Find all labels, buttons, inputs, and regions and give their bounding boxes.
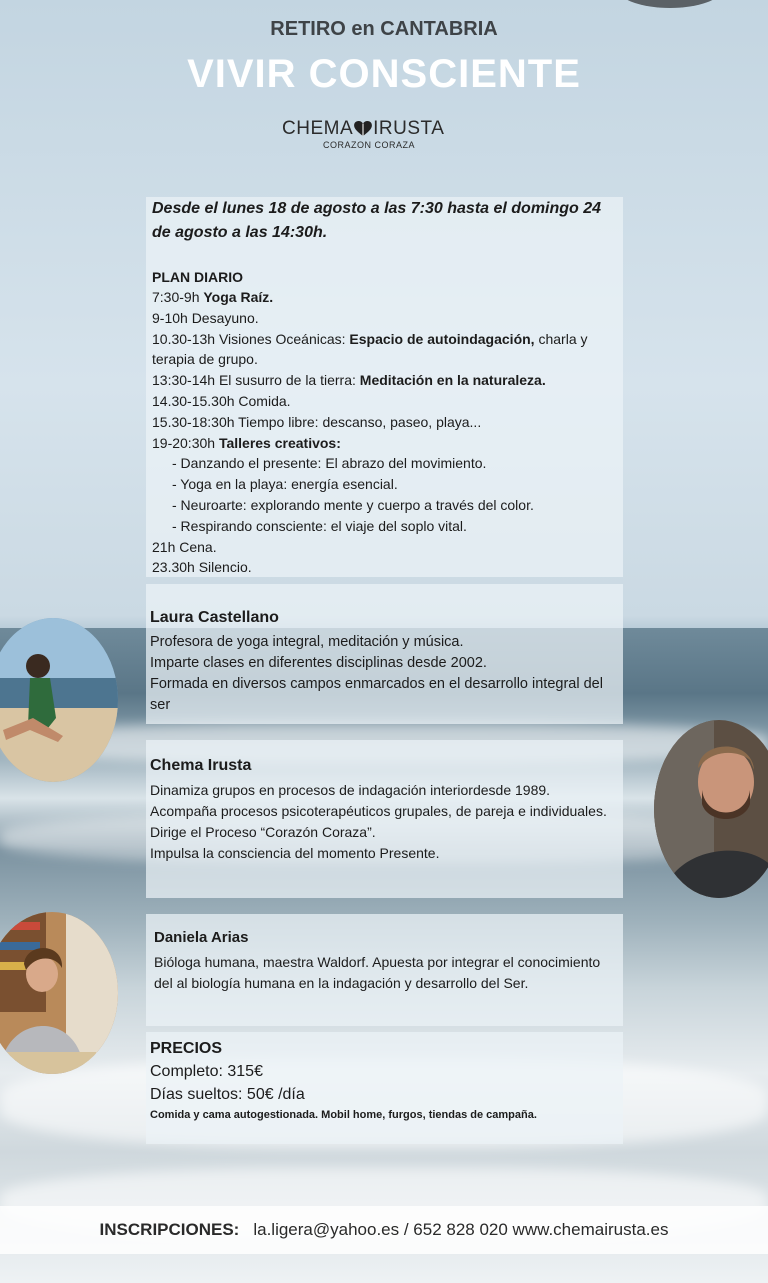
bio-line: Impulsa la consciencia del momento Presente. xyxy=(150,845,440,861)
daniela-card xyxy=(146,914,623,1026)
bio-line: Profesora de yoga integral, meditación y música. xyxy=(150,634,464,650)
bio-line: Dirige el Proceso “Corazón Coraza”. xyxy=(150,824,376,840)
registration-contact[interactable]: la.ligera@yahoo.es / 652 828 020 www.chemairusta.es xyxy=(253,1220,669,1239)
schedule-card xyxy=(146,197,623,577)
price-days: Días sueltos: 50€ /día xyxy=(150,1086,305,1103)
registration-bar xyxy=(0,1206,768,1254)
schedule-line: 15.30-18:30h Tiempo libre: descanso, paseo, playa... xyxy=(152,413,482,430)
plan-heading: PLAN DIARIO xyxy=(152,269,243,285)
price-full: Completo: 315€ xyxy=(150,1063,263,1080)
schedule-line: 10.30-13h Visiones Oceánicas: Espacio de autoindagación, charla y terapia de grupo. xyxy=(152,330,588,368)
facilitator-name: Chema Irusta xyxy=(150,757,252,774)
prices-heading: PRECIOS xyxy=(150,1040,223,1057)
schedule-line: 21h Cena. xyxy=(152,538,217,555)
facilitator-name: Daniela Arias xyxy=(154,929,249,946)
bio-line: Dinamiza grupos en procesos de indagación interiordesde 1989. xyxy=(150,782,551,798)
prices-card xyxy=(146,1032,623,1144)
schedule-line: 19-20:30h Talleres creativos: xyxy=(152,434,341,451)
heart-icon xyxy=(354,121,372,137)
workshop-item: - Neuroarte: explorando mente y cuerpo a través del color. xyxy=(172,496,534,513)
logo-left-text: CHEMA xyxy=(282,118,354,139)
bio-line: Acompaña procesos psicoterapéuticos grupales, de pareja e individuales. xyxy=(150,803,607,819)
bio-line: Imparte clases en diferentes disciplinas desde 2002. xyxy=(150,655,487,671)
schedule-line: 9-10h Desayuno. xyxy=(152,309,259,326)
dates-intro: Desde el lunes 18 de agosto a las 7:30 hasta el domingo 24 de agosto a las 14:30h. xyxy=(152,200,602,241)
schedule-line: 13:30-14h El susurro de la tierra: Meditación en la naturaleza. xyxy=(152,372,546,389)
facilitator-name: Laura Castellano xyxy=(150,609,279,626)
logo xyxy=(282,118,482,158)
workshop-item: - Danzando el presente: El abrazo del movimiento. xyxy=(172,455,487,472)
schedule-line: 7:30-9h Yoga Raíz. xyxy=(152,289,274,305)
bio-line: Formada en diversos campos enmarcados en el desarrollo integral del ser xyxy=(150,676,603,713)
price-note: Comida y cama autogestionada. Mobil home, furgos, tiendas de campaña. xyxy=(150,1109,537,1121)
logo-subtitle: CORAZON CORAZA xyxy=(323,140,416,150)
workshop-item: - Yoga en la playa: energía esencial. xyxy=(172,476,398,493)
laura-card xyxy=(146,584,623,724)
chema-card xyxy=(146,740,623,898)
registration-label: INSCRIPCIONES: xyxy=(99,1220,240,1239)
page-title: VIVIR CONSCIENTE xyxy=(187,52,581,96)
workshop-item: - Respirando consciente: el viaje del soplo vital. xyxy=(172,517,467,534)
schedule-line: 23.30h Silencio. xyxy=(152,559,252,576)
schedule-line: 14.30-15.30h Comida. xyxy=(152,392,291,409)
logo-right-text: IRUSTA xyxy=(373,118,445,139)
bio-text: Bióloga humana, maestra Waldorf. Apuesta por integrar el conocimiento del al biología humana en la indagación y desarrollo del Ser. xyxy=(154,954,601,991)
pretitle: RETIRO en CANTABRIA xyxy=(270,18,498,40)
